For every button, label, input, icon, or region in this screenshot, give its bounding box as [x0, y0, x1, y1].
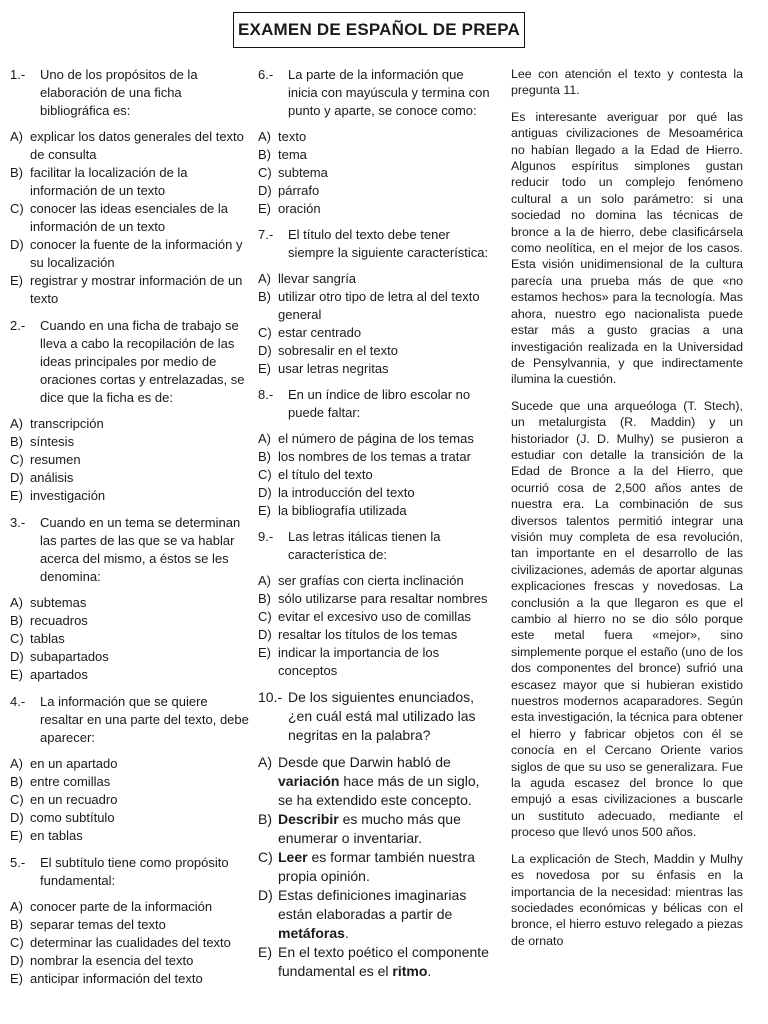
question-stem — [258, 386, 490, 422]
option-letter: A) — [258, 431, 271, 446]
option-row — [258, 342, 490, 360]
option-letter: E) — [10, 971, 23, 986]
option-text: el número de página de los temas — [278, 431, 474, 446]
option-letter: A) — [258, 754, 272, 770]
option-row — [10, 272, 250, 308]
option-letter: A) — [10, 756, 23, 771]
option-letter: D) — [10, 810, 24, 825]
option-letter: B) — [258, 147, 271, 162]
option-row — [10, 487, 250, 505]
exam-title — [233, 12, 525, 48]
option-row — [10, 594, 250, 612]
reading-paragraph: La explicación de Stech, Maddin y Mulhy es novedosa por su énfasis en la importancia de la necesidad: mientras las sociedades económicas y bélicas con el bronce, el hierro estuvo relegado a piezas de ornato — [511, 851, 743, 948]
option-letter: B) — [10, 613, 23, 628]
question-text: El título del texto debe tener siempre la siguiente característica: — [288, 227, 489, 260]
option-letter: C) — [10, 792, 24, 807]
option-letter: E) — [10, 488, 23, 503]
bold-word: metáforas — [278, 925, 345, 941]
option-letter: D) — [258, 627, 272, 642]
option-text: párrafo — [278, 183, 320, 198]
question-stem — [10, 514, 250, 586]
question-stem — [258, 66, 490, 120]
option-row — [10, 666, 250, 684]
option-text: transcripción — [30, 416, 104, 431]
option-row — [10, 970, 250, 988]
question-item — [258, 528, 490, 680]
option-row — [10, 433, 250, 451]
option-letter: D) — [10, 470, 24, 485]
bold-word: Leer — [278, 849, 308, 865]
option-row — [10, 200, 250, 236]
option-letter: E) — [10, 828, 23, 843]
option-row — [258, 324, 490, 342]
option-row — [258, 360, 490, 378]
option-row — [10, 612, 250, 630]
option-row — [10, 236, 250, 272]
option-letter: D) — [10, 237, 24, 252]
option-text: en un recuadro — [30, 792, 118, 807]
question-options — [10, 594, 250, 684]
question-number: 7.- — [258, 227, 274, 242]
option-row — [258, 182, 490, 200]
question-options — [258, 753, 490, 981]
option-text: entre comillas — [30, 774, 111, 789]
option-letter: D) — [10, 649, 24, 664]
option-row — [258, 270, 490, 288]
option-row — [258, 128, 490, 146]
option-row — [258, 466, 490, 484]
option-text: oración — [278, 201, 321, 216]
question-options — [258, 430, 490, 520]
option-text: subapartados — [30, 649, 109, 664]
reading-instruction: Lee con atención el texto y contesta la pregunta 11. — [511, 67, 743, 98]
option-letter: C) — [258, 609, 272, 624]
option-row — [258, 810, 490, 848]
option-text: el título del texto — [278, 467, 373, 482]
question-options — [10, 755, 250, 845]
question-item — [10, 317, 250, 505]
option-text: conocer las ideas esenciales de la información de un texto — [30, 201, 229, 234]
option-text: subtemas — [30, 595, 87, 610]
option-row — [258, 626, 490, 644]
option-letter: A) — [258, 271, 271, 286]
option-text: separar temas del texto — [30, 917, 166, 932]
option-text: tema — [278, 147, 307, 162]
question-number: 4.- — [10, 694, 26, 709]
question-options — [10, 128, 250, 308]
option-letter: B) — [258, 591, 271, 606]
option-text: explicar los datos generales del texto de consulta — [30, 129, 244, 162]
option-letter: D) — [10, 953, 24, 968]
question-text: La parte de la información que inicia con mayúscula y termina con punto y aparte, se conoce como: — [288, 67, 490, 118]
option-row — [258, 848, 490, 886]
option-letter: D) — [258, 887, 273, 903]
option-text: Desde que Darwin habló de variación hace más de un siglo, se ha extendido este concepto. — [278, 754, 480, 808]
option-text: utilizar otro tipo de letra al del texto general — [278, 289, 480, 322]
question-item — [10, 66, 250, 308]
question-item — [258, 226, 490, 378]
option-text: análisis — [30, 470, 74, 485]
question-number: 10.- — [258, 689, 283, 705]
option-row — [258, 288, 490, 324]
option-row — [10, 898, 250, 916]
option-row — [10, 827, 250, 845]
option-row — [10, 952, 250, 970]
question-stem — [10, 66, 250, 120]
option-row — [10, 451, 250, 469]
option-letter: C) — [258, 467, 272, 482]
option-text: tablas — [30, 631, 65, 646]
option-letter: A) — [258, 129, 271, 144]
option-text: resaltar los títulos de los temas — [278, 627, 458, 642]
option-letter: E) — [10, 667, 23, 682]
question-number: 8.- — [258, 387, 274, 402]
option-row — [258, 502, 490, 520]
option-text: la introducción del texto — [278, 485, 415, 500]
option-letter: C) — [10, 935, 24, 950]
bold-word: variación — [278, 773, 340, 789]
option-row — [258, 590, 490, 608]
column-3-reading — [511, 66, 743, 959]
option-row — [258, 200, 490, 218]
question-number: 1.- — [10, 67, 26, 82]
question-text: Uno de los propósitos de la elaboración de una ficha bibliográfica es: — [40, 67, 198, 118]
option-text: estar centrado — [278, 325, 362, 340]
option-row — [258, 430, 490, 448]
option-letter: A) — [258, 573, 271, 588]
question-text: El subtítulo tiene como propósito fundamental: — [40, 855, 229, 888]
option-text: subtema — [278, 165, 328, 180]
option-text: registrar y mostrar información de un texto — [30, 273, 243, 306]
option-row — [10, 791, 250, 809]
question-item — [10, 693, 250, 845]
option-row — [258, 572, 490, 590]
option-row — [10, 773, 250, 791]
option-text: Leer es formar también nuestra propia opinión. — [278, 849, 475, 884]
question-text: Las letras itálicas tienen la característica de: — [288, 529, 441, 562]
option-letter: A) — [10, 899, 23, 914]
option-text: la bibliografía utilizada — [278, 503, 407, 518]
option-letter: D) — [258, 343, 272, 358]
option-letter: E) — [10, 273, 23, 288]
option-row — [258, 484, 490, 502]
question-text: De los siguientes enunciados, ¿en cuál está mal utilizado las negritas en la palabra? — [288, 689, 476, 743]
option-row — [258, 146, 490, 164]
option-row — [10, 934, 250, 952]
question-stem — [10, 854, 250, 890]
option-text: ser grafías con cierta inclinación — [278, 573, 464, 588]
reading-paragraph: Es interesante averiguar por qué las antiguas civilizaciones de Mesoamérica no habían llegado a la Edad de Hierro. Algunos espíritus simplones gustan reducir todo un complejo fenómeno cultural a un solo parámetro: si una sociedad no domina las técnicas de bronce a la de hierro, debe clasificársela como neolítica, en el mejor de los casos. Esta visión unidimensional de la cultura parecía una prueba más de que «no estamos hechos» para la tecnología. Mas ahora, nuestro ego nacionalista puede estar más a gusto gracias a una investigación realizada en la Universidad de Pensylvannia, y que indirectamente ilumina la cuestión. — [511, 109, 743, 387]
question-text: Cuando en una ficha de trabajo se lleva a cabo la recopilación de las ideas principales por medio de oraciones cortas y entrelazadas, se dice que la ficha es de: — [40, 318, 245, 405]
option-letter: E) — [258, 503, 271, 518]
option-row — [258, 448, 490, 466]
option-row — [258, 644, 490, 680]
option-letter: B) — [258, 289, 271, 304]
option-text: investigación — [30, 488, 106, 503]
option-text: recuadros — [30, 613, 88, 628]
option-text: en un apartado — [30, 756, 118, 771]
question-item — [10, 854, 250, 988]
option-letter: B) — [10, 774, 23, 789]
option-text: texto — [278, 129, 307, 144]
option-text: indicar la importancia de los conceptos — [278, 645, 440, 678]
question-number: 3.- — [10, 515, 26, 530]
option-letter: E) — [258, 201, 271, 216]
question-options — [258, 128, 490, 218]
option-text: Estas definiciones imaginarias están elaboradas a partir de metáforas. — [278, 887, 467, 941]
option-letter: E) — [258, 645, 271, 660]
question-stem — [258, 688, 490, 745]
option-letter: E) — [258, 944, 272, 960]
option-letter: E) — [258, 361, 271, 376]
option-row — [258, 608, 490, 626]
option-letter: B) — [10, 434, 23, 449]
option-row — [10, 648, 250, 666]
option-text: usar letras negritas — [278, 361, 389, 376]
question-number: 6.- — [258, 67, 274, 82]
option-text: nombrar la esencia del texto — [30, 953, 194, 968]
option-text: sobresalir en el texto — [278, 343, 398, 358]
option-letter: A) — [10, 416, 23, 431]
question-stem — [258, 226, 490, 262]
bold-word: Describir — [278, 811, 339, 827]
option-text: En el texto poético el componente fundamental es el ritmo. — [278, 944, 489, 979]
option-row — [10, 415, 250, 433]
option-text: sólo utilizarse para resaltar nombres — [278, 591, 488, 606]
column-2-questions — [258, 66, 490, 989]
question-text: En un índice de libro escolar no puede faltar: — [288, 387, 471, 420]
question-item — [258, 66, 490, 218]
option-text: anticipar información del texto — [30, 971, 203, 986]
option-text: resumen — [30, 452, 81, 467]
option-row — [10, 916, 250, 934]
question-options — [258, 572, 490, 680]
option-row — [10, 809, 250, 827]
option-row — [258, 943, 490, 981]
option-text: como subtítulo — [30, 810, 115, 825]
question-stem — [10, 317, 250, 407]
option-letter: B) — [258, 449, 271, 464]
option-row — [10, 469, 250, 487]
question-number: 9.- — [258, 529, 274, 544]
question-number: 2.- — [10, 318, 26, 333]
option-letter: C) — [10, 201, 24, 216]
option-text: los nombres de los temas a tratar — [278, 449, 471, 464]
question-options — [10, 898, 250, 988]
option-text: síntesis — [30, 434, 75, 449]
column-1-questions — [10, 66, 250, 997]
option-text: facilitar la localización de la información de un texto — [30, 165, 188, 198]
option-letter: D) — [258, 183, 272, 198]
option-letter: B) — [10, 165, 23, 180]
option-letter: B) — [10, 917, 23, 932]
option-row — [10, 755, 250, 773]
option-text: llevar sangría — [278, 271, 357, 286]
option-text: apartados — [30, 667, 88, 682]
option-text: conocer parte de la información — [30, 899, 213, 914]
question-item — [258, 688, 490, 981]
option-row — [10, 164, 250, 200]
question-stem — [10, 693, 250, 747]
option-letter: C) — [258, 165, 272, 180]
question-text: La información que se quiere resaltar en una parte del texto, debe aparecer: — [40, 694, 249, 745]
option-row — [10, 128, 250, 164]
option-row — [10, 630, 250, 648]
question-options — [10, 415, 250, 505]
option-row — [258, 886, 490, 943]
question-item — [10, 514, 250, 684]
option-letter: D) — [258, 485, 272, 500]
bold-word: ritmo — [392, 963, 428, 979]
option-letter: B) — [258, 811, 272, 827]
option-row — [258, 164, 490, 182]
question-number: 5.- — [10, 855, 26, 870]
option-text: Describir es mucho más que enumerar o inventariar. — [278, 811, 461, 846]
option-letter: A) — [10, 129, 23, 144]
option-text: conocer la fuente de la información y su localización — [30, 237, 243, 270]
option-text: en tablas — [30, 828, 83, 843]
option-letter: C) — [258, 325, 272, 340]
question-text: Cuando en un tema se determinan las partes de las que se va hablar acerca del mismo, a éstos se les denomina: — [40, 515, 241, 584]
option-letter: C) — [258, 849, 273, 865]
option-letter: A) — [10, 595, 23, 610]
option-row — [258, 753, 490, 810]
question-stem — [258, 528, 490, 564]
question-item — [258, 386, 490, 520]
option-text: evitar el excesivo uso de comillas — [278, 609, 471, 624]
reading-paragraph: Sucede que una arqueóloga (T. Stech), un metalurgista (R. Maddin) y un historiador (J. D. Mulhy) se pusieron a estudiar con detalle la transición de la Edad de Bronce a la del Hierro, que ocurrió cosa de 2,500 años antes de nuestra era. La combinación de sus diversos talentos permitió integrar una visión muy completa de esa revolución, tan importante en el desarrollo de las civilizaciones, además de aportar algunas explicaciones frescas y novedosas. La conclusión a la que llegaron es que el cambio al hierro no se dio sólo porque este metal fuera «mejor», sino simplemente porque el estaño (uno de los dos componentes del bronce) sufrió una escasez mayor que si hubieran existido nuestros modernos acaparadores. Según esta investigación, la técnica para obtener el hierro y fabricar objetos con él se conocía en el Cercano Oriente varios siglos de que su uso se generalizara. Fue la aguda escasez del bronce lo que empujó a esas civilizaciones a buscarle un sustituto adecuado, mediante el proceso que llevó unos 500 años. — [511, 398, 743, 840]
option-letter: C) — [10, 631, 24, 646]
option-letter: C) — [10, 452, 24, 467]
exam-title-text: EXAMEN DE ESPAÑOL DE PREPA — [238, 20, 520, 39]
option-text: determinar las cualidades del texto — [30, 935, 231, 950]
question-options — [258, 270, 490, 378]
